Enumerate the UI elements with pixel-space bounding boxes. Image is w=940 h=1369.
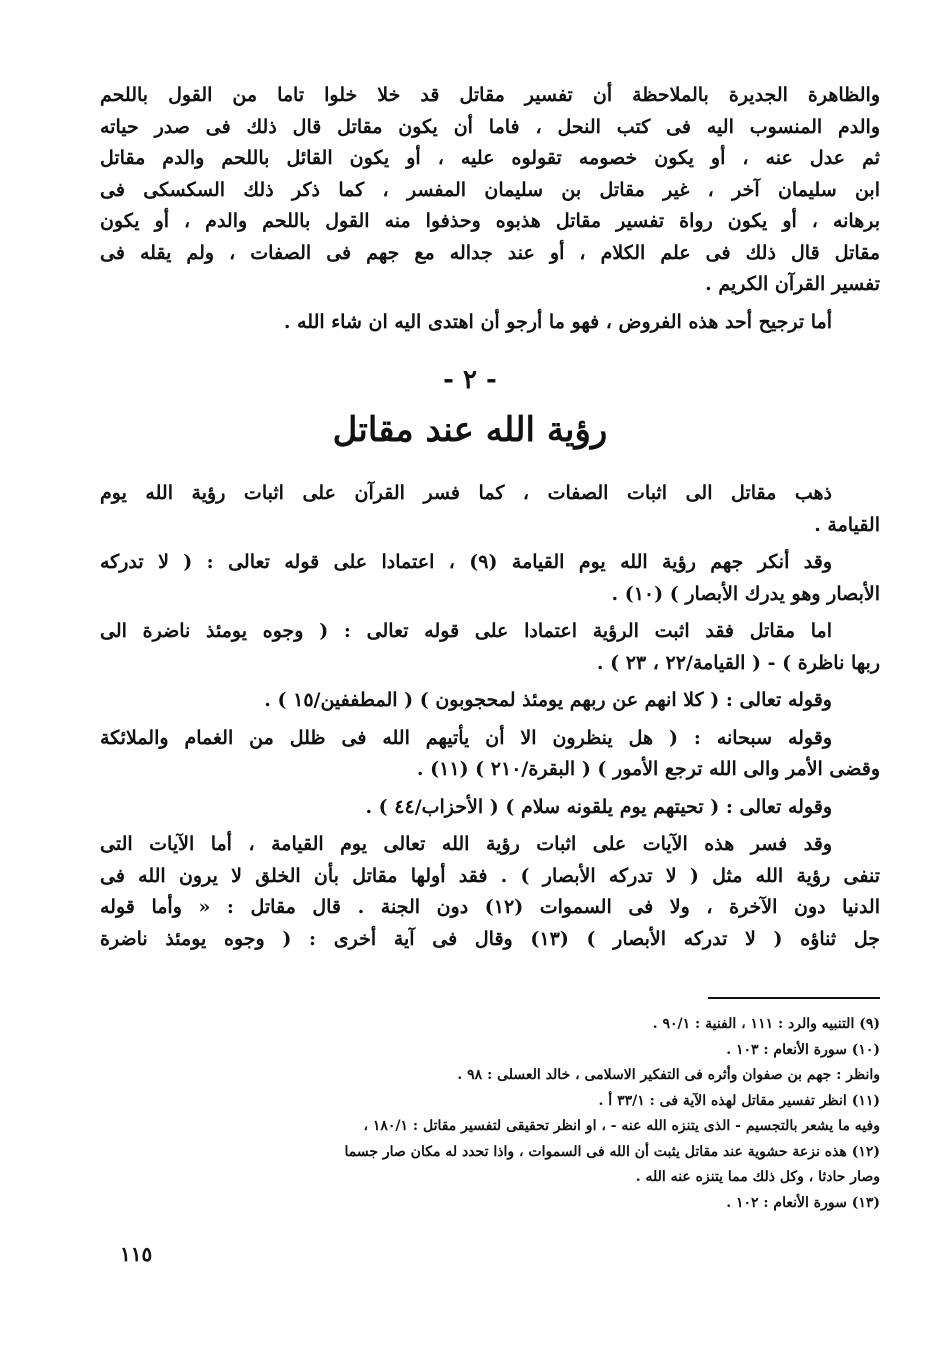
intro-text: [100, 80, 880, 344]
page-number: ١١٥: [120, 1242, 153, 1266]
text-line: القيامة .: [814, 513, 880, 536]
body-text: [100, 478, 880, 961]
footnote: (١٠) سورة الأنعام : ١٠٣ .: [726, 1041, 880, 1058]
text-line: وقوله تعالى : ( تحيتهم يوم يلقونه سلام ) ( الأحزاب/٤٤ ) .: [365, 795, 832, 818]
text-line: ابن سليمان آخر ، غير مقاتل بن سليمان المفسر ، كما ذكر ذلك السكسكى فى: [100, 178, 880, 201]
text-line: اما مقاتل فقد اثبت الرؤية اعتمادا على قوله تعالى : ( وجوه يومئذ ناضرة الى: [100, 620, 832, 642]
text-line: أما ترجيح أحد هذه الفروض ، فهو ما أرجو أن اهتدى اليه ان شاء الله .: [283, 310, 832, 333]
text-line: وقد فسر هذه الآيات على اثبات رؤية الله تعالى يوم القيامة ، أما الآيات التى: [100, 833, 832, 855]
intro-paragraph-2: [100, 307, 880, 339]
section-title: رؤية الله عند مقاتل: [332, 410, 608, 450]
text-line: وقد أنكر جهم رؤية الله يوم القيامة (٩) ، اعتمادا على قوله تعالى : ( لا تدركه: [100, 551, 832, 573]
text-line: مقاتل قال ذلك فى علم الكلام ، أو عند جداله مع جهم فى الصفات ، ولم يقله فى: [100, 241, 880, 264]
body-paragraph-3: [100, 616, 880, 679]
footnote: (١٣) سورة الأنعام : ١٠٢ .: [726, 1194, 880, 1211]
text-line: والظاهرة الجديرة بالملاحظة أن تفسير مقاتل قد خلا خلوا تاما من القول باللحم: [100, 84, 880, 106]
section-number: - ٢ -: [443, 365, 497, 395]
text-line: برهانه ، أو يكون رواة تفسير مقاتل هذبوه وحذفوا منه القول باللحم والدم ، أو يكون: [100, 210, 880, 232]
text-line: وقوله تعالى : ( كلا انهم عن ربهم يومئذ لمحجوبون ) ( المطففين/١٥ ) .: [264, 689, 832, 711]
footnote-separator: [708, 997, 880, 999]
footnote: (١٢) هذه نزعة حشوية عند مقاتل يثبت أن الله فى السموات ، واذا تحدد له مكان صار جسما: [344, 1143, 880, 1160]
text-line: تنفى رؤية الله مثل ( لا تدركه الأبصار ) . فقد أولها مقاتل بأن الخلق لا يرون الله فى: [100, 864, 880, 887]
text-line: ربها ناظرة ) - ( القيامة/٢٢ ، ٢٣ ) .: [596, 651, 880, 674]
text-line: ذهب مقاتل الى اثبات الصفات ، كما فسر القرآن على اثبات رؤية الله يوم: [100, 482, 832, 504]
text-line: وقوله سبحانه : ( هل ينظرون الا أن يأتيهم الله فى ظلل من الغمام والملائكة: [100, 726, 832, 749]
text-line: وقضى الأمر والى الله ترجع الأمور ) ( البقرة/٢١٠ ) (١١) .: [416, 758, 880, 780]
text-line: الأبصار وهو يدرك الأبصار ) (١٠) .: [611, 582, 880, 605]
intro-paragraph-1: [100, 80, 880, 301]
footnote: وفيه ما يشعر بالتجسيم - الذى يتنزه الله عنه - ، او انظر تحقيقى لتفسير مقاتل : ١٨٠/١ ،: [363, 1118, 880, 1134]
body-paragraph-2: [100, 547, 880, 610]
footnote: (٩) التنبيه والرد : ١١١ ، الفنية : ٩٠/١ .: [652, 1016, 880, 1032]
text-line: ثم عدل عنه ، أو يكون خصومه تقولوه عليه ، أو يكون القائل باللحم والدم مقاتل: [100, 147, 880, 169]
footnote: وصار حادثا ، وكل ذلك مما يتنزه عنه الله .: [635, 1169, 880, 1185]
body-paragraph-6: [100, 792, 880, 824]
text-line: الدنيا دون الآخرة ، ولا فى السموات (١٢) دون الجنة . قال مقاتل : « وأما قوله: [100, 896, 881, 918]
footnote: (١١) انظر تفسير مقاتل لهذه الآية فى : ٣٣/١ أ .: [598, 1092, 880, 1109]
text-line: جل ثناؤه ( لا تدركه الأبصار ) (١٣) وقال فى آية أخرى : ( وجوه يومئذ ناضرة: [100, 927, 880, 950]
footnote: وانظر : جهم بن صفوان وأثره فى التفكير الاسلامى ، خالد العسلى : ٩٨ .: [457, 1067, 880, 1083]
footnotes: [90, 1012, 880, 1216]
body-paragraph-7: [100, 829, 880, 955]
body-paragraph-5: [100, 723, 880, 786]
text-line: والدم المنسوب اليه فى كتب النحل ، فاما أن يكون مقاتل قال ذلك فى صدر حياته: [100, 115, 880, 138]
body-paragraph-4: [100, 685, 880, 717]
body-paragraph-1: [100, 478, 880, 541]
text-line: تفسير القرآن الكريم .: [705, 273, 880, 295]
